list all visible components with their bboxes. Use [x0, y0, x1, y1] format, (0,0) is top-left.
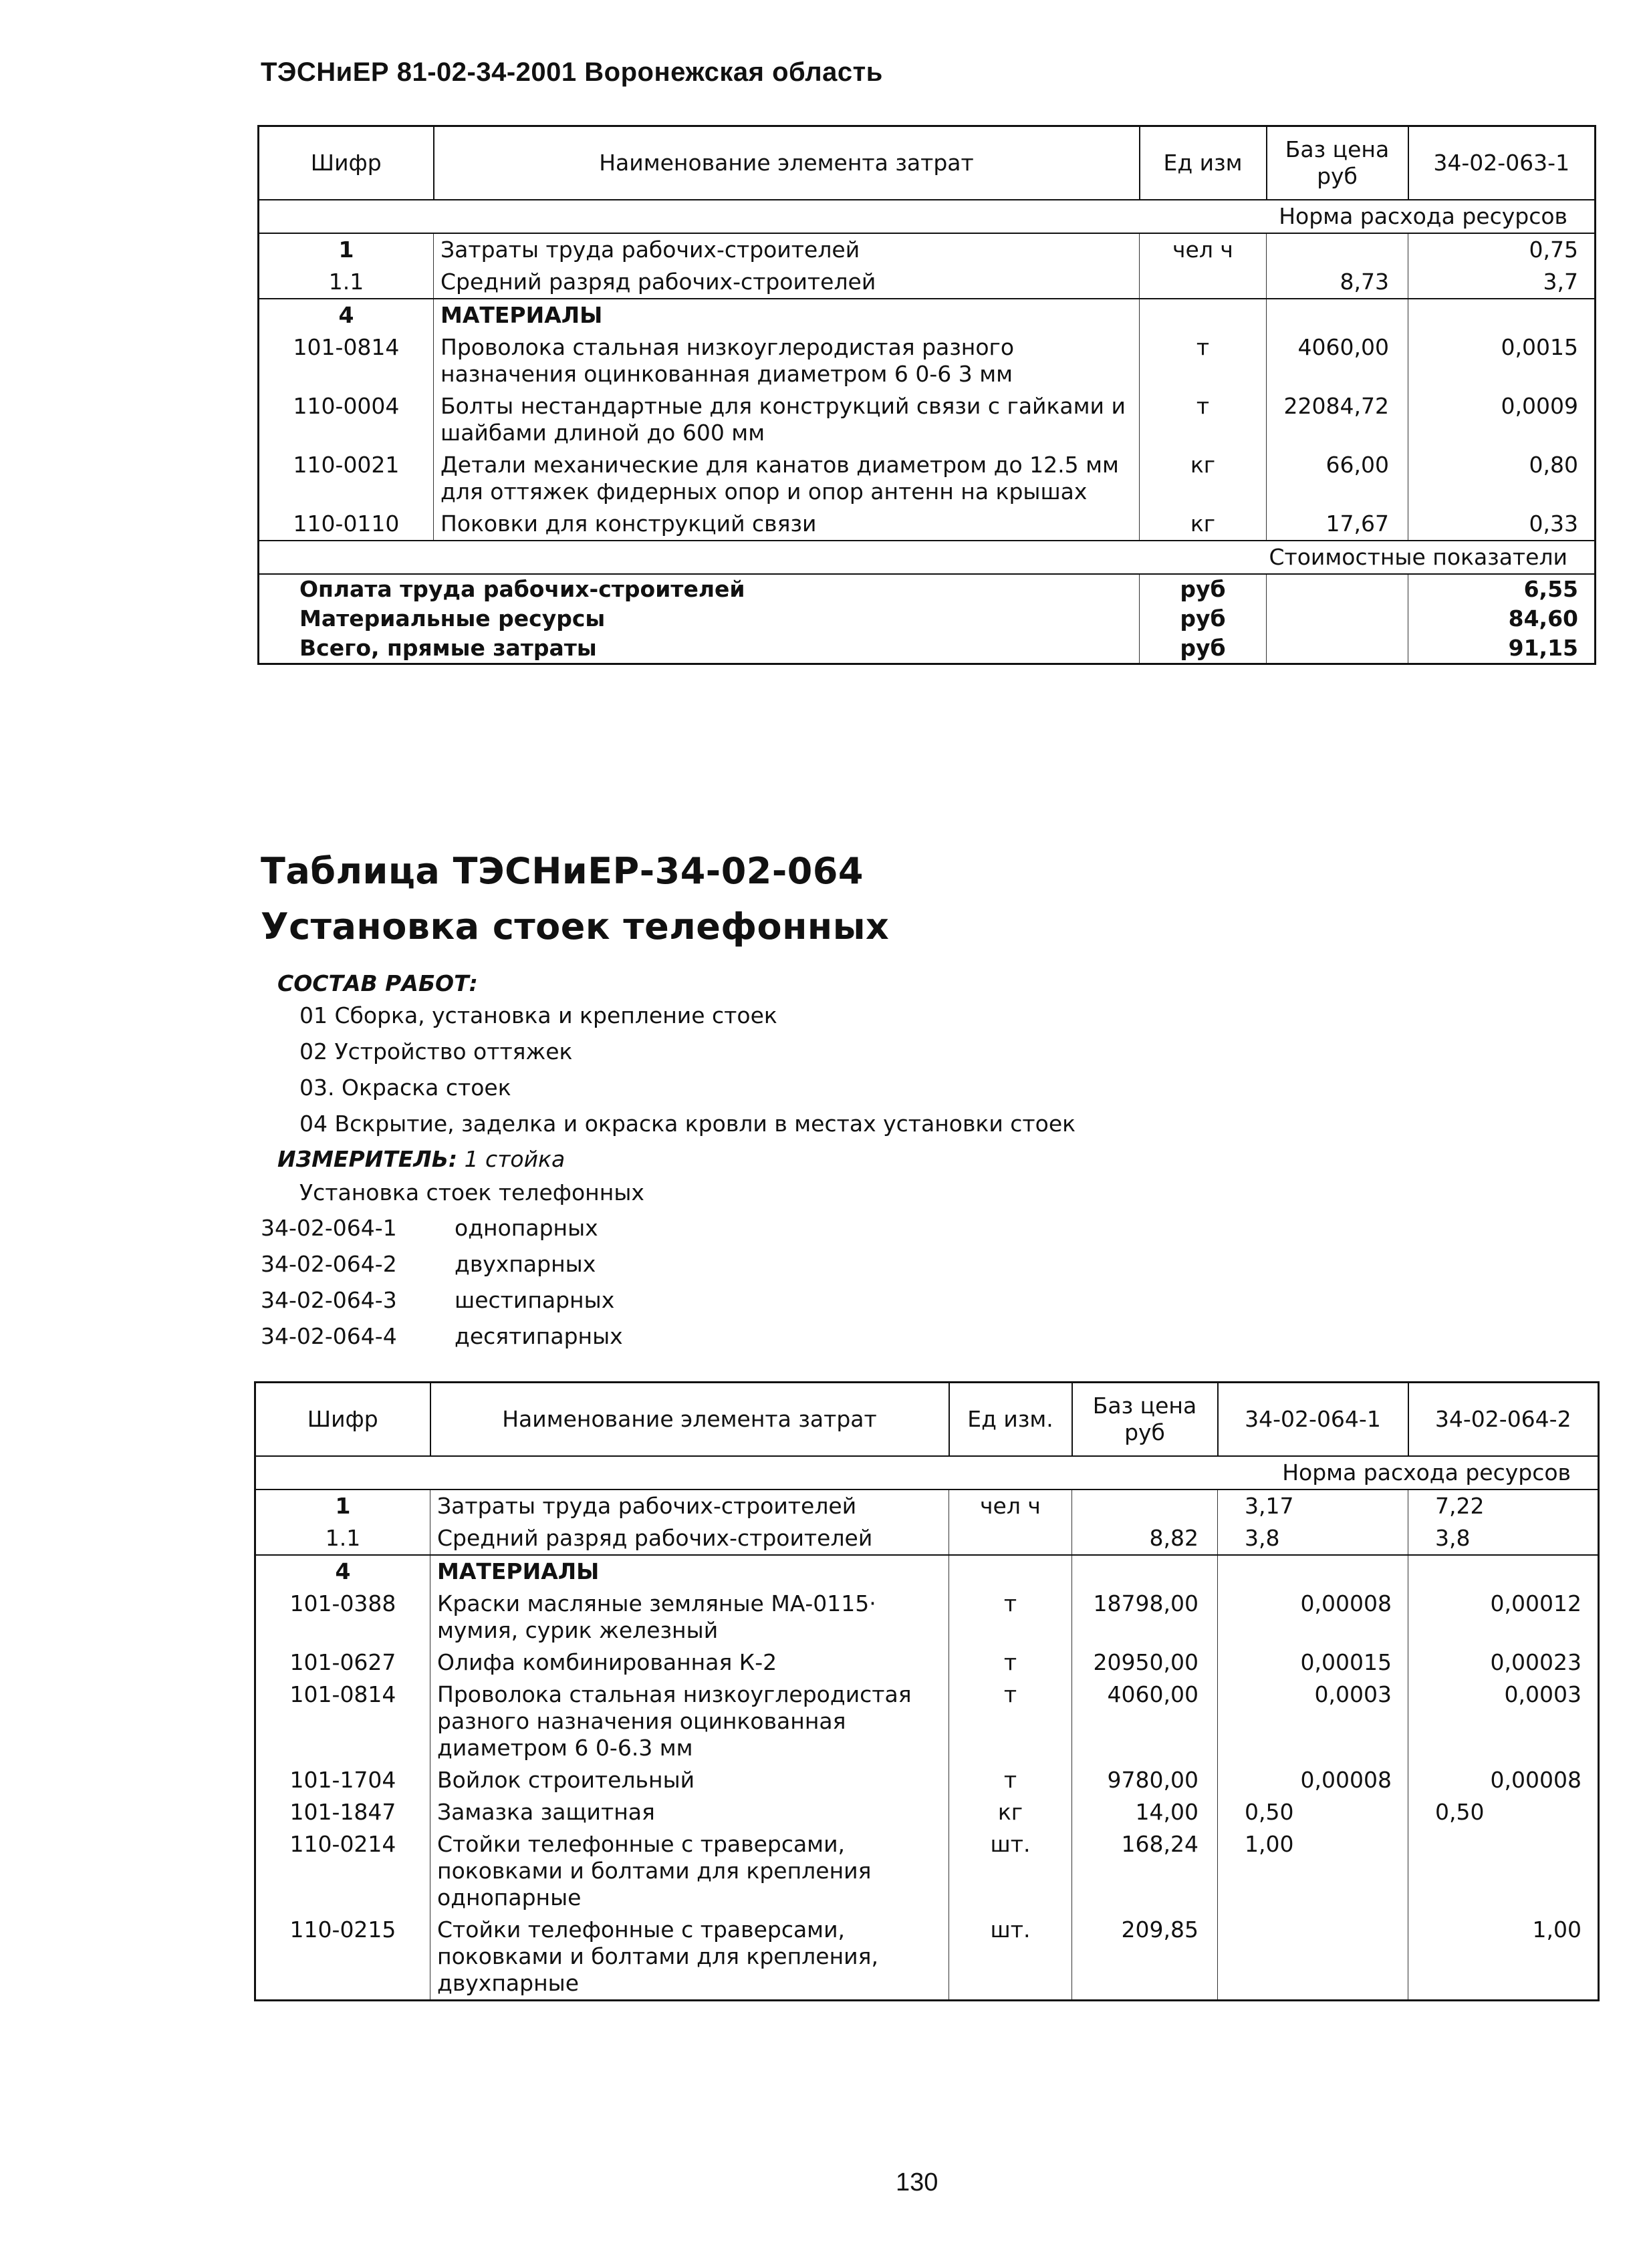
row-price — [1072, 1490, 1218, 1522]
row-price: 8,73 — [1267, 266, 1408, 299]
table-row — [255, 1588, 1599, 1647]
resource-table-34-02-064 — [254, 1381, 1600, 2001]
header-unit: Ед изм. — [949, 1383, 1072, 1457]
header-code: Шифр — [255, 1383, 430, 1457]
row-value-2 — [1408, 1828, 1599, 1914]
row-name: Средний разряд рабочих-строителей — [430, 1522, 949, 1555]
row-value-2: 3,8 — [1435, 1525, 1471, 1551]
row-unit — [949, 1555, 1072, 1588]
row-code: 110-0021 — [259, 449, 434, 508]
row-unit: т — [949, 1588, 1072, 1647]
table-subtitle: Установка стоек телефонных — [261, 905, 890, 948]
total-name: Оплата труда рабочих-строителей — [259, 574, 1140, 604]
row-code: 110-0215 — [255, 1914, 430, 2001]
row-name: МАТЕРИАЛЫ — [434, 299, 1140, 331]
row-code: 101-0814 — [259, 331, 434, 390]
row-name: Проволока стальная низкоуглеродистая разного назначения оцинкованная диаметром 6 0-6 3 мм — [434, 331, 1140, 390]
norm-label: Норма расхода ресурсов — [255, 1456, 1599, 1490]
row-code: 101-0814 — [255, 1679, 430, 1764]
table-row — [259, 449, 1596, 508]
header-price: Баз цена руб — [1267, 126, 1408, 200]
row-price: 4060,00 — [1072, 1679, 1218, 1764]
table-row — [255, 1828, 1599, 1914]
row-value: 0,0015 — [1501, 334, 1578, 360]
running-header: ТЭСНиЕР 81-02-34-2001 Воронежская область — [261, 57, 883, 87]
table-row — [255, 1490, 1599, 1522]
header-code: Шифр — [259, 126, 434, 200]
row-value-1: 0,00015 — [1218, 1647, 1408, 1679]
row-code: 1.1 — [259, 266, 434, 299]
row-unit: чел ч — [949, 1490, 1072, 1522]
item-name: однопарных — [455, 1215, 598, 1241]
row-value-2: 0,0003 — [1504, 1681, 1582, 1707]
item-name: десятипарных — [455, 1323, 623, 1349]
row-price: 14,00 — [1072, 1796, 1218, 1828]
work-item: 01 Сборка, установка и крепление стоек — [299, 1002, 777, 1028]
row-name: Средний разряд рабочих-строителей — [434, 266, 1140, 299]
row-name: Затраты труда рабочих-строителей — [430, 1490, 949, 1522]
row-unit: кг — [1140, 508, 1267, 541]
row-value-1 — [1218, 1914, 1408, 2001]
row-value-2: 0,00008 — [1490, 1767, 1582, 1793]
row-unit — [1140, 266, 1267, 299]
row-value-1 — [1218, 1555, 1408, 1588]
total-row — [259, 604, 1596, 633]
row-code: 101-0627 — [255, 1647, 430, 1679]
row-name: Краски масляные земляные МА-0115· мумия, сурик железный — [430, 1588, 949, 1647]
total-unit: руб — [1140, 574, 1267, 604]
row-unit: т — [949, 1679, 1072, 1764]
row-price: 168,24 — [1072, 1828, 1218, 1914]
row-code: 1 — [255, 1490, 430, 1522]
row-name: Войлок строительный — [430, 1764, 949, 1796]
row-value: 0,0009 — [1501, 393, 1578, 419]
total-unit: руб — [1140, 633, 1267, 664]
row-unit: т — [949, 1647, 1072, 1679]
row-price — [1072, 1555, 1218, 1588]
total-name: Всего, прямые затраты — [259, 633, 1140, 664]
norm-label: Норма расхода ресурсов — [259, 200, 1596, 233]
table-row — [259, 331, 1596, 390]
cost-label: Стоимостные показатели — [259, 541, 1596, 574]
resource-table-34-02-063 — [257, 125, 1596, 665]
row-name: Затраты труда рабочих-строителей — [434, 233, 1140, 266]
row-unit — [949, 1522, 1072, 1555]
row-value — [1408, 299, 1596, 331]
row-unit: кг — [1140, 449, 1267, 508]
page-number: 130 — [896, 2168, 938, 2196]
total-row — [259, 633, 1596, 664]
row-code: 110-0110 — [259, 508, 434, 541]
total-name: Материальные ресурсы — [259, 604, 1140, 633]
table-row-materials — [259, 299, 1596, 331]
row-name: Детали механические для канатов диаметром до 12.5 мм для оттяжек фидерных опор и опор антенн на крышах — [434, 449, 1140, 508]
table-row — [255, 1914, 1599, 2001]
table-header-row — [255, 1383, 1599, 1457]
row-value-2: 7,22 — [1435, 1493, 1485, 1519]
table-row — [259, 390, 1596, 449]
norm-row — [255, 1456, 1599, 1490]
row-unit: шт. — [949, 1914, 1072, 2001]
header-col1: 34-02-063-1 — [1408, 126, 1596, 200]
row-unit: т — [1140, 331, 1267, 390]
row-value-1: 0,00008 — [1218, 1764, 1408, 1796]
item-code: 34-02-064-2 — [261, 1251, 397, 1277]
row-name: Стойки телефонные с траверсами, поковками и болтами для крепления однопарные — [430, 1828, 949, 1914]
row-value-1: 0,50 — [1218, 1796, 1408, 1828]
table-header-row — [259, 126, 1596, 200]
table-row-materials — [255, 1555, 1599, 1588]
work-item: 03. Окраска стоек — [299, 1075, 511, 1101]
row-value: 0,33 — [1529, 511, 1578, 537]
table-row — [255, 1796, 1599, 1828]
item-code: 34-02-064-3 — [261, 1287, 397, 1313]
row-value-1: 0,0003 — [1218, 1679, 1408, 1764]
row-value-1: 3,17 — [1218, 1490, 1408, 1522]
row-price: 66,00 — [1267, 449, 1408, 508]
row-value-1: 0,00008 — [1218, 1588, 1408, 1647]
row-price: 18798,00 — [1072, 1588, 1218, 1647]
row-price: 8,82 — [1072, 1522, 1218, 1555]
row-name: Поковки для конструкций связи — [434, 508, 1140, 541]
table-row — [255, 1679, 1599, 1764]
row-unit: т — [949, 1764, 1072, 1796]
row-value-2 — [1408, 1555, 1599, 1588]
table-row — [259, 508, 1596, 541]
header-name: Наименование элемента затрат — [434, 126, 1140, 200]
total-unit: руб — [1140, 604, 1267, 633]
row-name: Болты нестандартные для конструкций связи с гайками и шайбами длиной до 600 мм — [434, 390, 1140, 449]
row-code: 4 — [255, 1555, 430, 1588]
row-unit: т — [1140, 390, 1267, 449]
row-unit: чел ч — [1140, 233, 1267, 266]
total-value: 6,55 — [1523, 576, 1578, 602]
header-unit: Ед изм — [1140, 126, 1267, 200]
item-code: 34-02-064-4 — [261, 1323, 397, 1349]
total-value: 91,15 — [1508, 635, 1578, 661]
table-row — [259, 233, 1596, 266]
work-item: 04 Вскрытие, заделка и окраска кровли в местах установки стоек — [299, 1111, 1076, 1137]
row-value-2: 0,00012 — [1490, 1590, 1582, 1616]
work-composition-label: СОСТАВ РАБОТ: — [277, 970, 478, 996]
header-price: Баз цена руб — [1072, 1383, 1218, 1457]
row-price — [1267, 233, 1408, 266]
measure-value: 1 стойка — [464, 1146, 565, 1172]
item-code: 34-02-064-1 — [261, 1215, 397, 1241]
row-code: 101-1847 — [255, 1796, 430, 1828]
norm-row — [259, 200, 1596, 233]
table-title: Таблица ТЭСНиЕР-34-02-064 — [261, 850, 864, 892]
row-value-1: 3,8 — [1218, 1522, 1408, 1555]
row-unit: кг — [949, 1796, 1072, 1828]
measure-label: ИЗМЕРИТЕЛЬ: — [277, 1146, 458, 1172]
work-item: 02 Устройство оттяжек — [299, 1038, 573, 1065]
row-price: 17,67 — [1267, 508, 1408, 541]
row-price: 4060,00 — [1267, 331, 1408, 390]
row-unit: шт. — [949, 1828, 1072, 1914]
row-price — [1267, 299, 1408, 331]
header-col1: 34-02-064-1 — [1218, 1383, 1408, 1457]
item-name: шестипарных — [455, 1287, 615, 1313]
row-name: МАТЕРИАЛЫ — [430, 1555, 949, 1588]
row-code: 110-0214 — [255, 1828, 430, 1914]
table-row — [255, 1522, 1599, 1555]
row-code: 1.1 — [255, 1522, 430, 1555]
items-heading: Установка стоек телефонных — [299, 1179, 644, 1206]
row-value: 0,75 — [1529, 237, 1578, 263]
row-price: 9780,00 — [1072, 1764, 1218, 1796]
row-name: Проволока стальная низкоуглеродистая разного назначения оцинкованная диаметром 6 0-6.3 мм — [430, 1679, 949, 1764]
header-name: Наименование элемента затрат — [430, 1383, 949, 1457]
table-row — [255, 1764, 1599, 1796]
row-code: 1 — [259, 233, 434, 266]
measure-line — [277, 1146, 565, 1172]
row-price: 22084,72 — [1267, 390, 1408, 449]
row-value-2: 0,50 — [1435, 1799, 1485, 1825]
row-code: 101-0388 — [255, 1588, 430, 1647]
row-price: 20950,00 — [1072, 1647, 1218, 1679]
row-name: Стойки телефонные с траверсами, поковками и болтами для крепления, двухпарные — [430, 1914, 949, 2001]
row-code: 101-1704 — [255, 1764, 430, 1796]
row-name: Замазка защитная — [430, 1796, 949, 1828]
header-col2: 34-02-064-2 — [1408, 1383, 1599, 1457]
table-row — [259, 266, 1596, 299]
row-code: 4 — [259, 299, 434, 331]
row-unit — [1140, 299, 1267, 331]
row-value: 3,7 — [1543, 269, 1578, 295]
total-value: 84,60 — [1508, 605, 1578, 631]
cost-row — [259, 541, 1596, 574]
row-value-1: 1,00 — [1218, 1828, 1408, 1914]
table-row — [255, 1647, 1599, 1679]
row-code: 110-0004 — [259, 390, 434, 449]
row-price: 209,85 — [1072, 1914, 1218, 2001]
row-value-2: 0,00023 — [1490, 1649, 1582, 1675]
row-value: 0,80 — [1529, 452, 1578, 478]
item-name: двухпарных — [455, 1251, 596, 1277]
total-row — [259, 574, 1596, 604]
row-value-2: 1,00 — [1532, 1917, 1582, 1943]
row-name: Олифа комбинированная К-2 — [430, 1647, 949, 1679]
